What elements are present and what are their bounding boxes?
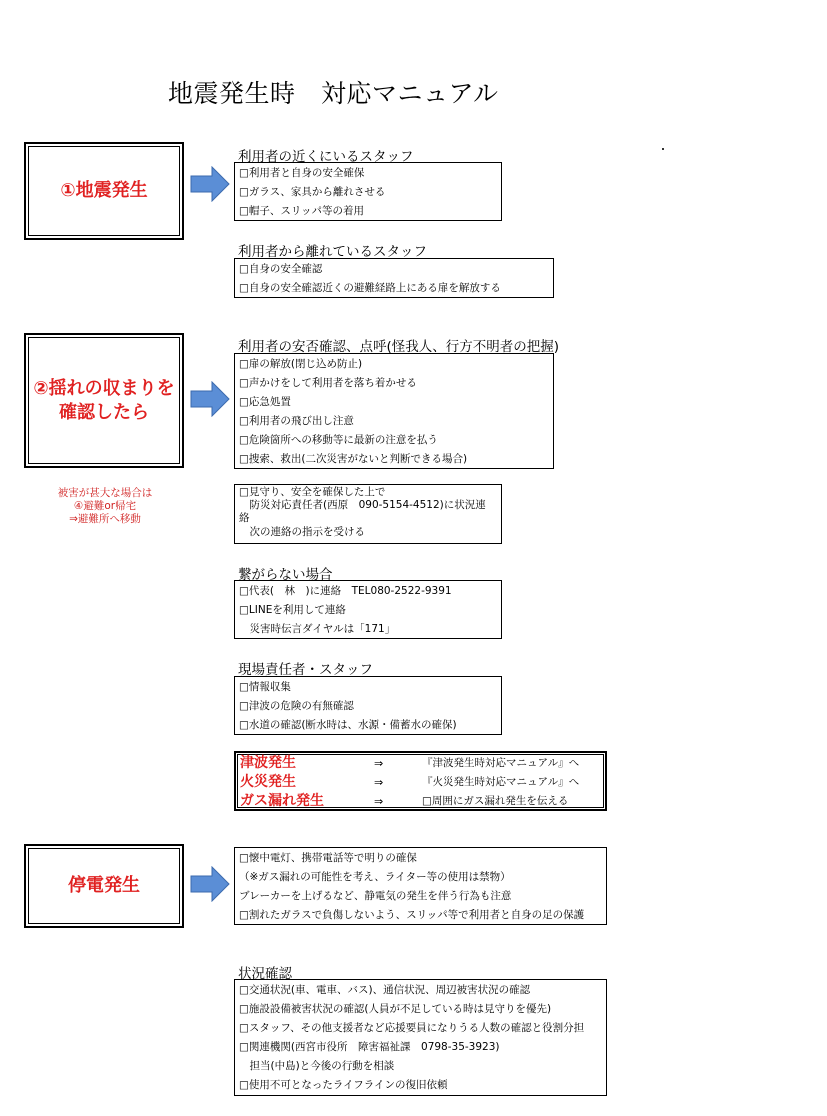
checklist-item: □割れたガラスで負傷しないよう、スリッパ等で利用者と自身の足の保護 [239,909,585,921]
checklist-item: 担当(中島)と今後の行動を相談 [239,1060,395,1072]
checklist-item: 次の連絡の指示を受ける [239,526,365,538]
arrow-right-icon [190,866,230,902]
phase-quake-label: ①地震発生 [60,180,148,201]
phase-shaking-box [24,333,184,468]
phase-shaking-line2: 確認したら [59,401,149,423]
checklist-item: □自身の安全確認 [239,263,323,275]
arrow-symbol: ⇒ [374,757,384,770]
checklist-item: □施設設備被害状況の確認(人員が不足している時は見守りを優先) [239,1003,552,1015]
phase-shaking-line1: ②揺れの収まりを [33,377,175,399]
checklist-item: □スタッフ、その他支援者など応援要員になりうる人数の確認と役割分担 [239,1022,585,1034]
status-heading: 状況確認 [238,966,292,982]
phase-outage-box [24,844,184,928]
alert-row-tsunami [240,754,600,773]
site-staff-heading: 現場責任者・スタッフ [238,662,373,678]
checklist-item: 防災対応責任者(西原 090-5154-4512)に状況連 [239,499,486,511]
alert-name: ガス漏れ発生 [240,793,324,809]
near-staff-box [234,162,502,221]
checklist-item: □危険箇所への移動等に最新の注意を払う [239,434,438,446]
checklist-item: □関連機関(西宮市役所 障害福祉課 0798-35-3923) [239,1041,500,1053]
outage-box [234,847,607,925]
phase-outage-label: 停電発生 [68,875,140,896]
checklist-item: □水道の確認(断水時は、水源・備蓄水の確保) [239,719,457,731]
no-connect-heading: 繋がらない場合 [238,567,333,583]
near-staff-heading: 利用者の近くにいるスタッフ [238,149,414,165]
checklist-item: □帽子、スリッパ等の着用 [239,205,365,217]
contact-box [234,484,502,544]
checklist-item: 絡 [239,512,250,524]
alert-name: 津波発生 [240,755,296,771]
checklist-item: □ガラス、家具から離れさせる [239,186,386,198]
checklist-item: □声かけをして利用者を落ち着かせる [239,377,417,389]
severe-damage-note [40,487,170,526]
checklist-item: □利用者と自身の安全確保 [239,167,365,179]
checklist-item: □応急処置 [239,396,291,408]
alert-destination: 『津波発生時対応マニュアル』へ [422,757,580,769]
arrow-right-icon [190,381,230,417]
note-line: 被害が甚大な場合は [57,487,153,499]
arrow-symbol: ⇒ [374,795,384,808]
checklist-item: □使用不可となったライフラインの復旧依頼 [239,1079,448,1091]
status-box [234,979,607,1096]
note-line: ⇒避難所へ移動 [69,513,141,525]
far-staff-box [234,258,554,298]
safety-check-heading: 利用者の安否確認、点呼(怪我人、行方不明者の把握) [238,339,560,355]
alert-destination: 『火災発生時対応マニュアル』へ [422,776,580,788]
page-title: 地震発生時 対応マニュアル [168,79,499,108]
alert-row-gas [240,792,600,811]
phase-quake-box [24,142,184,240]
no-connect-box [234,580,502,639]
site-staff-box [234,676,502,735]
phase-shaking-label [33,377,174,425]
other-disasters-box [234,751,607,811]
checklist-item: □自身の安全確認近くの避難経路上にある扉を解放する [239,282,501,294]
checklist-item: □交通状況(車、電車、バス)、通信状況、周辺被害状況の確認 [239,984,531,996]
checklist-item: □懐中電灯、携帯電話等で明りの確保 [239,852,417,864]
checklist-item: 災害時伝言ダイヤルは「171」 [239,623,396,635]
far-staff-heading: 利用者から離れているスタッフ [238,244,427,260]
checklist-item: □津波の危険の有無確認 [239,700,354,712]
checklist-item: □扉の解放(閉じ込め防止) [239,358,363,370]
checklist-item: □LINEを利用して連絡 [239,604,346,616]
checklist-item: ブレーカーを上げるなど、静電気の発生を伴う行為も注意 [239,890,512,902]
arrow-right-icon [190,166,230,202]
note-line: ④避難or帰宅 [73,500,137,512]
checklist-item: □代表( 林 )に連絡 TEL080-2522-9391 [239,585,452,597]
checklist-item: □利用者の飛び出し注意 [239,415,354,427]
checklist-item: （※ガス漏れの可能性を考え、ライター等の使用は禁物） [239,871,511,883]
arrow-symbol: ⇒ [374,776,384,789]
checklist-item: □捜索、救出(二次災害がないと判断できる場合) [239,453,468,465]
safety-check-box [234,353,554,469]
alert-name: 火災発生 [240,774,296,790]
checklist-item: □見守り、安全を確保した上で [239,486,386,498]
stray-dot [662,148,664,150]
alert-destination: □周囲にガス漏れ発生を伝える [422,795,569,807]
checklist-item: □情報収集 [239,681,291,693]
alert-row-fire [240,773,600,792]
